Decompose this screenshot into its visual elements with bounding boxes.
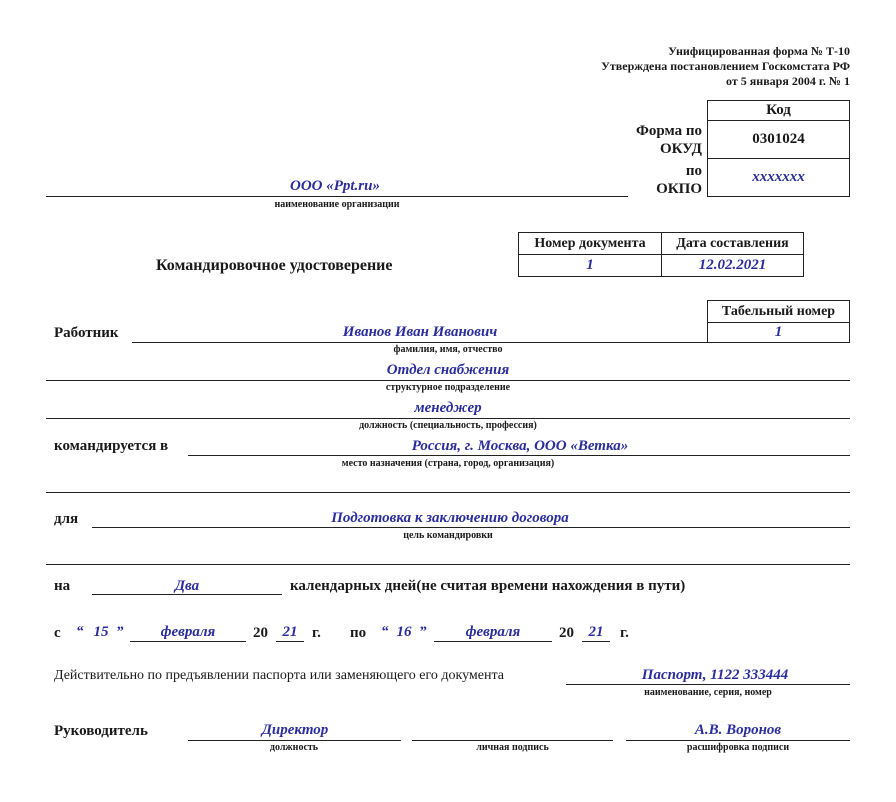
- destination-line: [188, 455, 850, 456]
- date-header: Дата составления: [662, 233, 804, 255]
- passport-line: [566, 684, 850, 685]
- okud-label: Форма по ОКУД: [635, 123, 702, 157]
- codes-table: [707, 100, 850, 197]
- department-caption: структурное подразделение: [385, 382, 511, 393]
- date-to-year-suffix: г.: [620, 625, 629, 641]
- okpo-value: ххххххх: [708, 159, 850, 197]
- destination-caption: место назначения (страна, город, организация): [341, 458, 555, 469]
- position-line: [46, 418, 850, 419]
- destination-label: командируется в: [54, 438, 169, 454]
- duration-text: календарных дней(не считая времени нахождения в пути): [290, 578, 686, 594]
- date-to-open-quote: “: [381, 624, 389, 640]
- document-number-value: 1: [519, 255, 662, 277]
- date-to-year-prefix: 20: [559, 625, 574, 641]
- okud-value: 0301024: [708, 121, 850, 159]
- employee-name-caption: фамилия, имя, отчество: [393, 344, 503, 355]
- number-header: Номер документа: [519, 233, 662, 255]
- head-name: А.В. Воронов: [694, 722, 782, 738]
- document-title: Командировочное удостоверение: [156, 257, 393, 274]
- date-to-year-line: [582, 641, 610, 642]
- date-to-month: февраля: [465, 624, 521, 640]
- head-name-line: [626, 740, 850, 741]
- date-to-label: по: [350, 625, 367, 641]
- form-header-line1: Унифицированная форма № Т-10: [668, 44, 850, 58]
- document-number-table: [518, 232, 804, 277]
- duration-label: на: [54, 578, 71, 594]
- duration-days: Два: [174, 578, 200, 594]
- tab-number-table: [707, 300, 850, 343]
- organization-caption: наименование организации: [274, 199, 400, 210]
- head-label: Руководитель: [54, 723, 148, 739]
- date-to-year: 21: [588, 624, 604, 640]
- organization-name: ООО «Ppt.ru»: [289, 178, 380, 194]
- head-position-line: [188, 740, 401, 741]
- passport-value: Паспорт, 1122 333444: [641, 667, 789, 683]
- passport-text: Действительно по предъявлении паспорта или заменяющего его документа: [54, 668, 504, 683]
- head-name-caption: расшифровка подписи: [686, 742, 790, 753]
- department-line: [46, 380, 850, 381]
- date-from-month-line: [130, 641, 246, 642]
- date-from-day: 15: [93, 624, 109, 640]
- form-header: [601, 44, 850, 89]
- employee-label: Работник: [54, 325, 119, 341]
- date-to-month-line: [434, 641, 552, 642]
- purpose-caption: цель командировки: [403, 530, 493, 541]
- head-position-caption: должность: [269, 742, 319, 753]
- purpose-label: для: [54, 511, 79, 527]
- department-value: Отдел снабжения: [386, 362, 510, 378]
- destination-extra-line: [46, 492, 850, 493]
- purpose-value: Подготовка к заключению договора: [331, 510, 569, 526]
- date-from-year-line: [276, 641, 304, 642]
- form-header-line3: от 5 января 2004 г. № 1: [726, 74, 850, 88]
- position-value: менеджер: [414, 400, 482, 416]
- kod-header: Код: [708, 101, 850, 121]
- okpo-label: по ОКПО: [656, 163, 702, 197]
- passport-caption: наименование, серия, номер: [644, 687, 772, 698]
- date-from-label: с: [54, 625, 61, 641]
- date-from-month: февраля: [160, 624, 216, 640]
- head-position: Директор: [261, 722, 329, 738]
- date-from-year-suffix: г.: [312, 625, 321, 641]
- tab-number-header: Табельный номер: [708, 301, 850, 323]
- destination-value: Россия, г. Москва, ООО «Ветка»: [411, 438, 629, 454]
- employee-name: Иванов Иван Иванович: [342, 324, 498, 340]
- signature-caption: личная подпись: [476, 742, 549, 753]
- position-caption: должность (специальность, профессия): [359, 420, 537, 431]
- document-date-value: 12.02.2021: [662, 255, 804, 277]
- date-to-close-quote: ”: [419, 624, 427, 640]
- employee-name-line: [132, 342, 707, 343]
- date-to-day: 16: [396, 624, 412, 640]
- purpose-line: [92, 527, 850, 528]
- date-from-open-quote: “: [76, 624, 84, 640]
- date-from-year: 21: [282, 624, 298, 640]
- purpose-extra-line: [46, 564, 850, 565]
- tab-number-value: 1: [708, 323, 850, 343]
- duration-days-line: [92, 594, 282, 595]
- date-from-close-quote: ”: [116, 624, 124, 640]
- signature-line: [412, 740, 613, 741]
- organization-line: [46, 196, 628, 197]
- date-from-year-prefix: 20: [253, 625, 268, 641]
- form-header-line2: Утверждена постановлением Госкомстата РФ: [601, 59, 850, 73]
